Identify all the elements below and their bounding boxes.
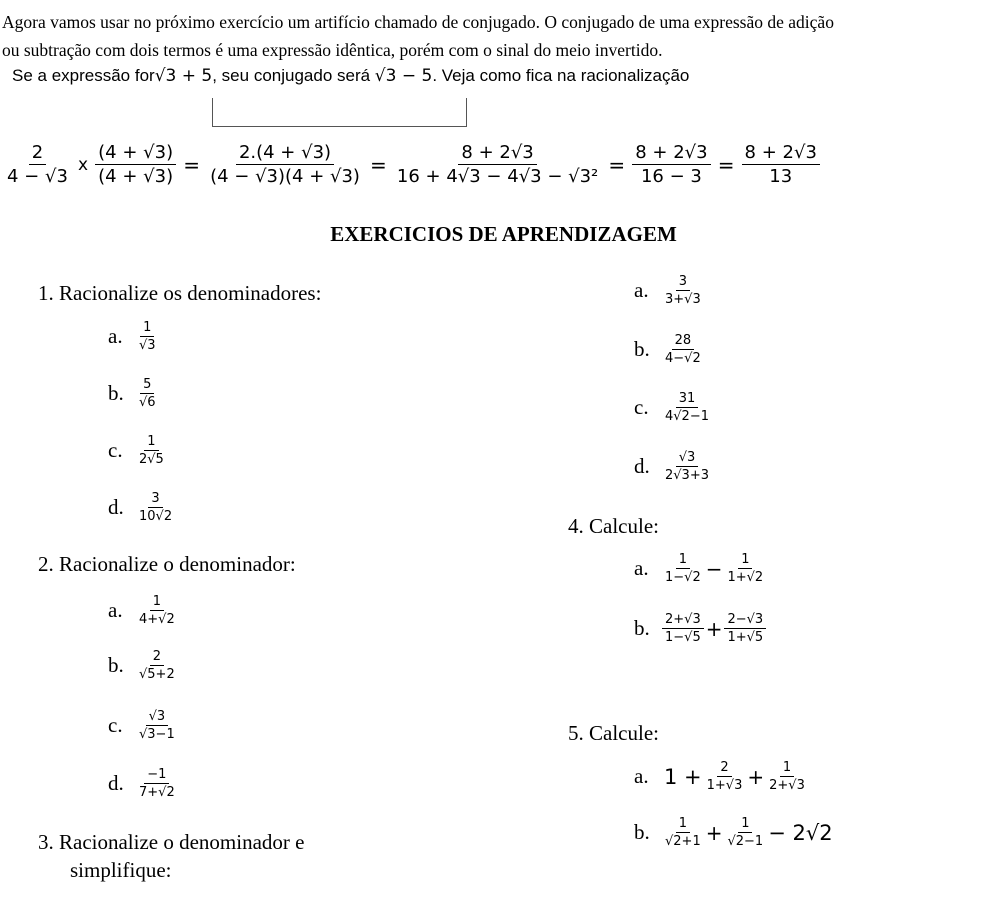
q4-a-operator: −: [705, 556, 723, 581]
q2-item-b-label: b.: [108, 653, 124, 677]
q1-a-den: √3: [139, 338, 156, 353]
example-equals-1: =: [183, 152, 200, 177]
intro-line-1: Agora vamos usar no próximo exercício um artifício chamado de conjugado. O conjugado de uma expressão de adição: [2, 12, 834, 32]
intro-line-3-text-a: Se a expressão for: [12, 66, 155, 85]
q1-item-d: [108, 491, 175, 524]
intro-line-3-text-c: . Veja como fica na racionalização: [432, 66, 690, 85]
section-title: EXERCICIOS DE APRENDIZAGEM: [330, 222, 677, 246]
q3-c-den: 4√2−1: [665, 409, 709, 424]
q4-b-fraction-1: [662, 612, 704, 645]
example-f3-num: 2.(4 + √3): [236, 142, 334, 165]
q5-b-f2-num: 1: [738, 816, 752, 833]
q3-item-c: [634, 391, 712, 424]
q2-item-b-fraction: [136, 649, 178, 682]
q5-item-a: [634, 760, 808, 793]
q5-a-lead: 1 +: [664, 764, 702, 789]
q1-item-a: [108, 320, 159, 353]
q5-b-operator: +: [705, 820, 723, 845]
q2-title: 2. Racionalize o denominador:: [38, 552, 296, 576]
q5-title: 5. Calcule:: [568, 721, 659, 745]
example-f4-num: 8 + 2√3: [458, 142, 536, 165]
q5-a-f2-den: 2+√3: [769, 778, 805, 793]
q5-b-tail: − 2√2: [768, 820, 833, 845]
example-times: x: [78, 154, 89, 175]
q3-item-b-label: b.: [634, 337, 650, 361]
q5-item-b: [634, 816, 835, 849]
q2-item-c-fraction: [136, 709, 178, 742]
q1-d-den: 10√2: [139, 509, 173, 524]
q3-item-c-fraction: [662, 391, 712, 424]
q5-item-a-label: a.: [634, 764, 649, 788]
q4-a-fraction-2: [724, 552, 766, 585]
q3-item-b-fraction: [662, 333, 704, 366]
q2-item-d-label: d.: [108, 771, 124, 795]
q5-a-f1-num: 2: [717, 760, 731, 777]
example-f2-num: (4 + √3): [95, 142, 176, 165]
q3-b-den: 4−√2: [665, 351, 701, 366]
q2-item-a: [108, 594, 178, 627]
q1-c-num: 1: [144, 434, 158, 451]
q1-a-num: 1: [140, 320, 154, 337]
q4-a-f1-num: 1: [676, 552, 690, 569]
q4-title: 4. Calcule:: [568, 514, 659, 538]
q2-d-den: 7+√2: [139, 785, 175, 800]
q1-c-den: 2√5: [139, 452, 164, 467]
example-equation: [4, 142, 820, 187]
q4-a-f2-den: 1+√2: [727, 570, 764, 585]
example-f1-num: 2: [29, 142, 46, 165]
example-fraction-5: [632, 142, 710, 187]
q3-b-num: 28: [672, 333, 695, 350]
q3-item-b: [634, 333, 704, 366]
q1-title: 1. Racionalize os denominadores:: [38, 281, 322, 305]
example-fraction-1: [4, 142, 71, 187]
q4-item-a-label: a.: [634, 556, 649, 580]
intro-conjugate: √3 − 5: [374, 66, 433, 86]
example-f2-den: (4 + √3): [98, 166, 174, 187]
example-f6-den: 13: [769, 166, 793, 187]
q2-item-b: [108, 649, 178, 682]
q5-b-fraction-1: [662, 816, 704, 849]
q1-item-a-label: a.: [108, 324, 123, 348]
q3-item-d-fraction: [662, 450, 712, 483]
q2-b-num: 2: [150, 649, 164, 666]
q5-b-f1-num: 1: [676, 816, 690, 833]
q1-item-b: [108, 377, 159, 410]
example-fraction-6: [742, 142, 820, 187]
q5-b-fraction-2: [724, 816, 766, 849]
example-f3-den: (4 − √3)(4 + √3): [210, 166, 360, 187]
q5-item-b-label: b.: [634, 820, 650, 844]
q1-b-den: √6: [139, 395, 156, 410]
example-f5-den: 16 − 3: [640, 166, 702, 187]
q4-b-f2-den: 1+√5: [727, 630, 764, 645]
q1-item-d-label: d.: [108, 495, 124, 519]
q2-item-d: [108, 767, 178, 800]
q3-a-num: 3: [676, 274, 690, 291]
example-equals-4: =: [717, 152, 735, 177]
q4-a-fraction-1: [662, 552, 704, 585]
q3-item-d-label: d.: [634, 454, 650, 478]
q1-item-c-label: c.: [108, 438, 123, 462]
example-f4-den: 16 + 4√3 − 4√3 − √3²: [396, 166, 599, 187]
example-fraction-3: [207, 142, 363, 187]
q2-c-den: √3−1: [139, 727, 175, 742]
q5-a-f1-den: 1+√3: [706, 778, 743, 793]
q5-a-fraction-1: [704, 760, 746, 793]
q3-d-den: 2√3+3: [665, 468, 709, 483]
intro-line-3: [12, 66, 689, 86]
q1-item-a-fraction: [136, 320, 159, 353]
intro-line-2: ou subtração com dois termos é uma expressão idêntica, porém com o sinal do meio invertido.: [2, 40, 663, 60]
q4-b-f1-den: 1−√5: [665, 630, 701, 645]
q2-item-c: [108, 709, 178, 742]
q3-a-den: 3+√3: [665, 292, 701, 307]
q1-item-b-label: b.: [108, 381, 124, 405]
q1-item-d-fraction: [136, 491, 175, 524]
q4-item-b-label: b.: [634, 616, 650, 640]
q3-title-line-1: 3. Racionalize o denominador e: [38, 830, 305, 854]
q1-item-b-fraction: [136, 377, 159, 410]
q4-a-f2-num: 1: [738, 552, 752, 569]
q1-item-c: [108, 434, 167, 467]
q3-item-c-label: c.: [634, 395, 649, 419]
q2-a-num: 1: [150, 594, 164, 611]
example-f5-num: 8 + 2√3: [632, 142, 710, 165]
q4-a-f1-den: 1−√2: [665, 570, 701, 585]
intro-line-3-text-b: , seu conjugado será: [212, 66, 375, 85]
q2-item-d-fraction: [136, 767, 178, 800]
q2-d-num: −1: [144, 767, 169, 784]
q1-item-c-fraction: [136, 434, 167, 467]
q4-b-operator: +: [705, 616, 723, 641]
q4-b-fraction-2: [724, 612, 766, 645]
q3-item-a-fraction: [662, 274, 704, 307]
q2-a-den: 4+√2: [139, 612, 175, 627]
example-fraction-4: [394, 142, 601, 187]
q3-item-a-label: a.: [634, 278, 649, 302]
q4-b-f1-num: 2+√3: [662, 612, 704, 629]
q3-c-num: 31: [676, 391, 699, 408]
q4-item-b: [634, 612, 766, 645]
q5-a-operator: +: [747, 764, 765, 789]
example-f6-num: 8 + 2√3: [742, 142, 820, 165]
q3-title-line-2: simplifique:: [70, 858, 172, 882]
q3-item-d: [634, 450, 712, 483]
example-fraction-2: [95, 142, 176, 187]
q3-d-num: √3: [676, 450, 699, 467]
q2-item-a-label: a.: [108, 598, 123, 622]
q1-b-num: 5: [140, 377, 154, 394]
q2-item-c-label: c.: [108, 713, 123, 737]
q2-b-den: √5+2: [139, 667, 175, 682]
example-equals-2: =: [370, 152, 387, 177]
q5-b-f1-den: √2+1: [665, 834, 701, 849]
q3-item-a: [634, 274, 704, 307]
q2-item-a-fraction: [136, 594, 178, 627]
q4-item-a: [634, 552, 766, 585]
q2-c-num: √3: [146, 709, 169, 726]
highlight-box: [212, 98, 467, 127]
intro-expression: √3 + 5: [154, 66, 213, 86]
q4-b-f2-num: 2−√3: [724, 612, 766, 629]
q5-a-f2-num: 1: [780, 760, 794, 777]
example-f1-den: 4 − √3: [7, 166, 68, 187]
example-equals-3: =: [608, 152, 626, 177]
q1-d-num: 3: [148, 491, 162, 508]
q5-b-f2-den: √2−1: [727, 834, 764, 849]
q5-a-fraction-2: [766, 760, 808, 793]
